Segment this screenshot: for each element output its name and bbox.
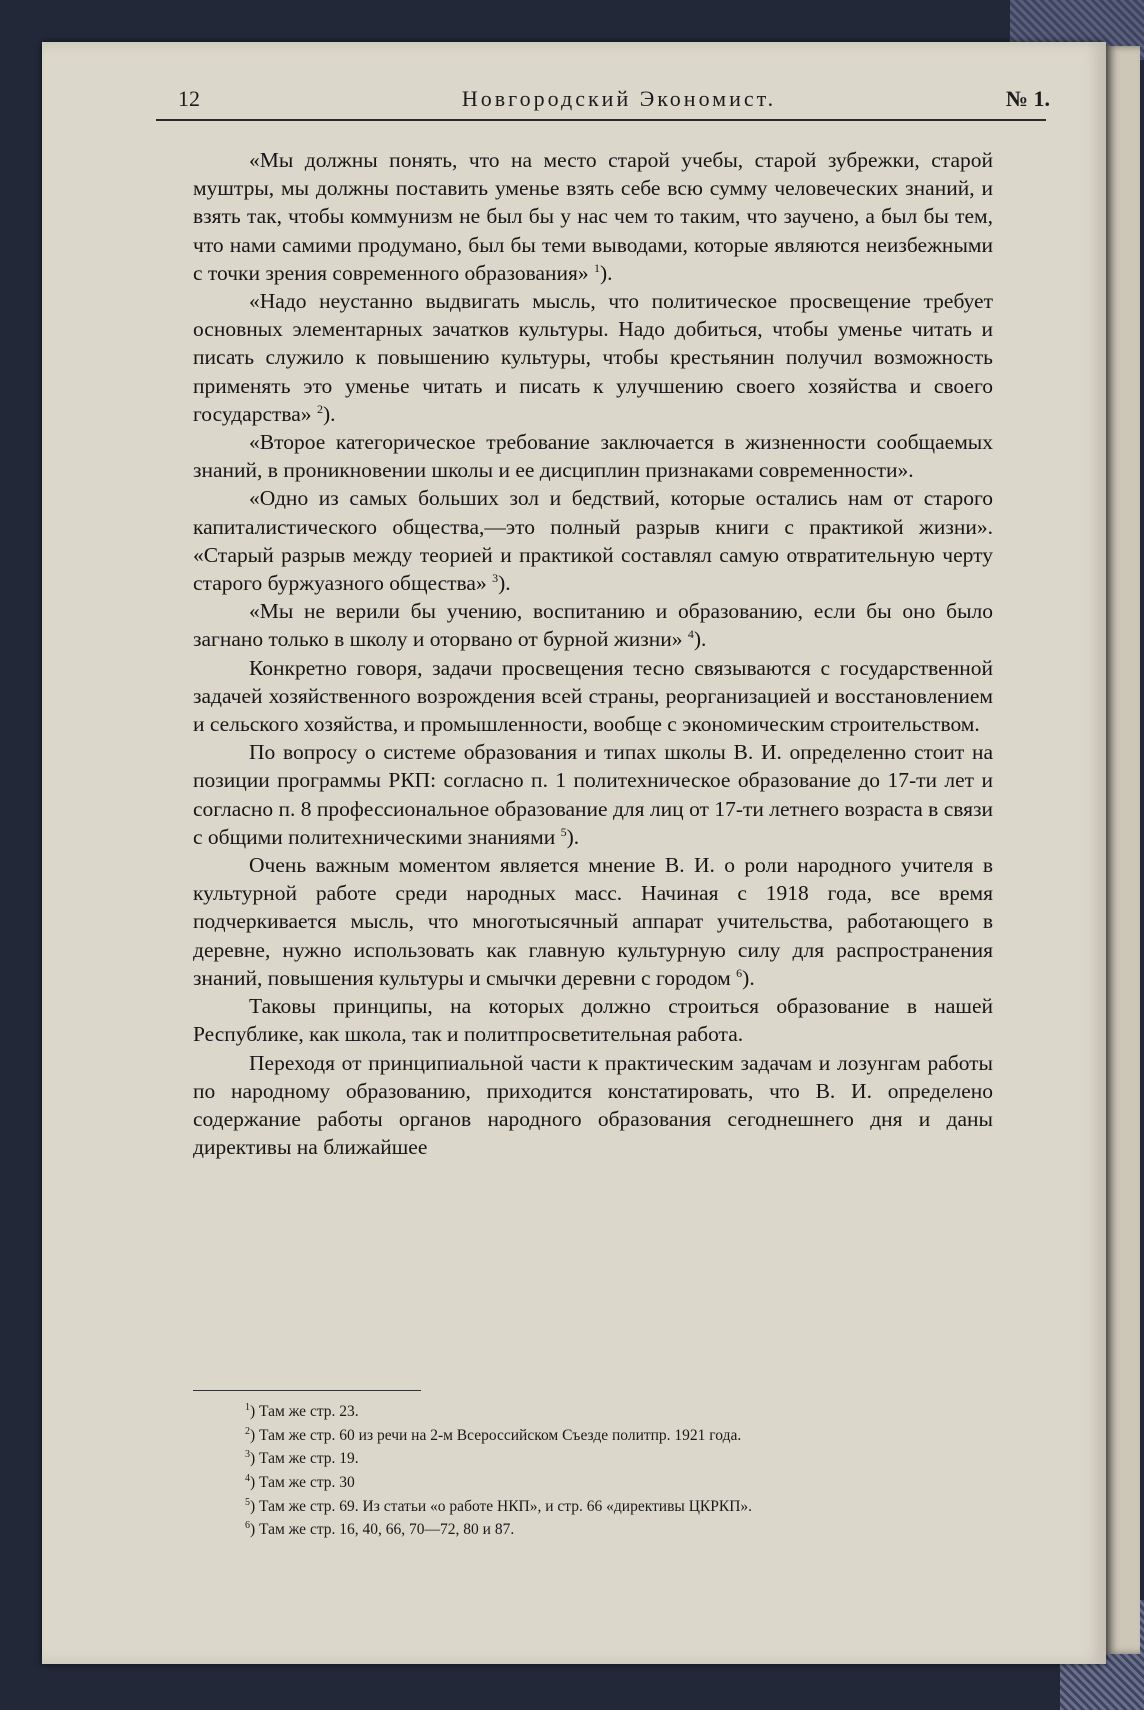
paragraph: По вопросу о системе образования и типах школы В. И. определенно стоит на позиции программы РКП: согласно п. 1 политехническое образование до 17-ти лет и согласно п. 8 профессиональное образование для лиц от 17-ти летнего возраста в связи с общими политехническими знаниями $^5$).: [193, 740, 993, 849]
footnote-rule: [193, 1390, 421, 1391]
footnote-ref: 4: [687, 627, 694, 642]
paragraph: «Мы должны понять, что на место старой учебы, старой зубрежки, старой муштры, мы должны поставить уменье взять себе всю сумму человеческих знаний, и взять так, чтобы коммунизм не был бы у нас чем то таким, что заучено, а был бы тем, что нами самими продумано, был бы теми выводами, которые являются неизбежными с точки зрения современного образования» $^1$).: [193, 148, 993, 285]
paragraph: «Мы не верили бы учению, воспитанию и образованию, если бы оно было загнано только в школу и оторвано от бурной жизни» $^4$).: [193, 599, 993, 652]
paragraph: Очень важным моментом является мнение В. И. о роли народного учителя в культурной работе среди народных масс. Начиная с 1918 года, все время подчеркивается мысль, что многотысячный аппарат учительства, работающего в деревне, нужно использовать как главную культурную силу для распространения знаний, повышения культуры и смычки деревни с городом $^6$).: [193, 853, 993, 990]
footnote-ref: 6: [736, 965, 743, 980]
page-header: [156, 86, 1082, 116]
footnote: $^5$) Там же стр. 69. Из статьи «о работе НКП», и стр. 66 «директивы ЦКРКП».: [245, 1496, 753, 1515]
footnote: $^3$) Там же стр. 19.: [245, 1449, 359, 1468]
footnote-ref: 5: [560, 824, 567, 839]
paragraph: «Одно из самых больших зол и бедствий, которые остались нам от старого капиталистического общества,—это полный разрыв книги с практикой жизни». «Старый разрыв между теорией и практикой составлял самую отвратительную черту старого буржуазного общества» $^3$).: [193, 486, 993, 596]
footnotes: [245, 1398, 1005, 1540]
paragraph: «Надо неустанно выдвигать мысль, что политическое просвещение требует основных элементарных зачатков культуры. Надо добиться, чтобы уменье читать и писать служило к повышению культуры, чтобы крестьянин получил возможность применять это уменье читать и писать к улучшению своего хозяйства и своего государства» $^2$).: [193, 289, 993, 426]
footnote: $^2$) Там же стр. 60 из речи на 2-м Всероссийском Съезде политпр. 1921 года.: [245, 1425, 742, 1444]
header-rule: [156, 119, 1046, 121]
paragraph: Переходя от принципиальной части к практическим задачам и лозунгам работы по народному образованию, приходится констатировать, что В. И. определено содержание работы органов народного образования сегоднешнего дня и даны директивы на ближайшее: [193, 1050, 993, 1160]
footnote: $^6$) Там же стр. 16, 40, 66, 70—72, 80 и 87.: [245, 1520, 515, 1539]
footnote: $^1$) Там же стр. 23.: [245, 1402, 359, 1421]
paragraph: «Второе категорическое требование заключается в жизненности сообщаемых знаний, в проникновении школы и ее дисциплин признаками современности».: [193, 430, 993, 483]
adjacent-page-edge: [1106, 46, 1140, 1654]
footnote-ref: 2: [316, 401, 323, 416]
paragraph: Конкретно говоря, задачи просвещения тесно связываются с государственной задачей хозяйственного возрождения всей страны, реорганизацией и восстановлением и сельского хозяйства, и промышленности, вообще с экономическим строительством.: [193, 655, 993, 737]
page-number: 12: [178, 86, 200, 111]
paragraph: Таковы принципы, на которых должно строиться образование в нашей Республике, как школа, так и политпросветительная работа.: [193, 994, 993, 1047]
footnote-ref: 3: [492, 570, 499, 585]
body-text: [193, 146, 993, 1161]
footnote: $^4$) Там же стр. 30: [245, 1472, 355, 1492]
issue-number: № 1.: [1005, 86, 1050, 111]
footnote-ref: 1: [594, 260, 601, 275]
running-title: Новгородский Экономист.: [461, 86, 777, 111]
